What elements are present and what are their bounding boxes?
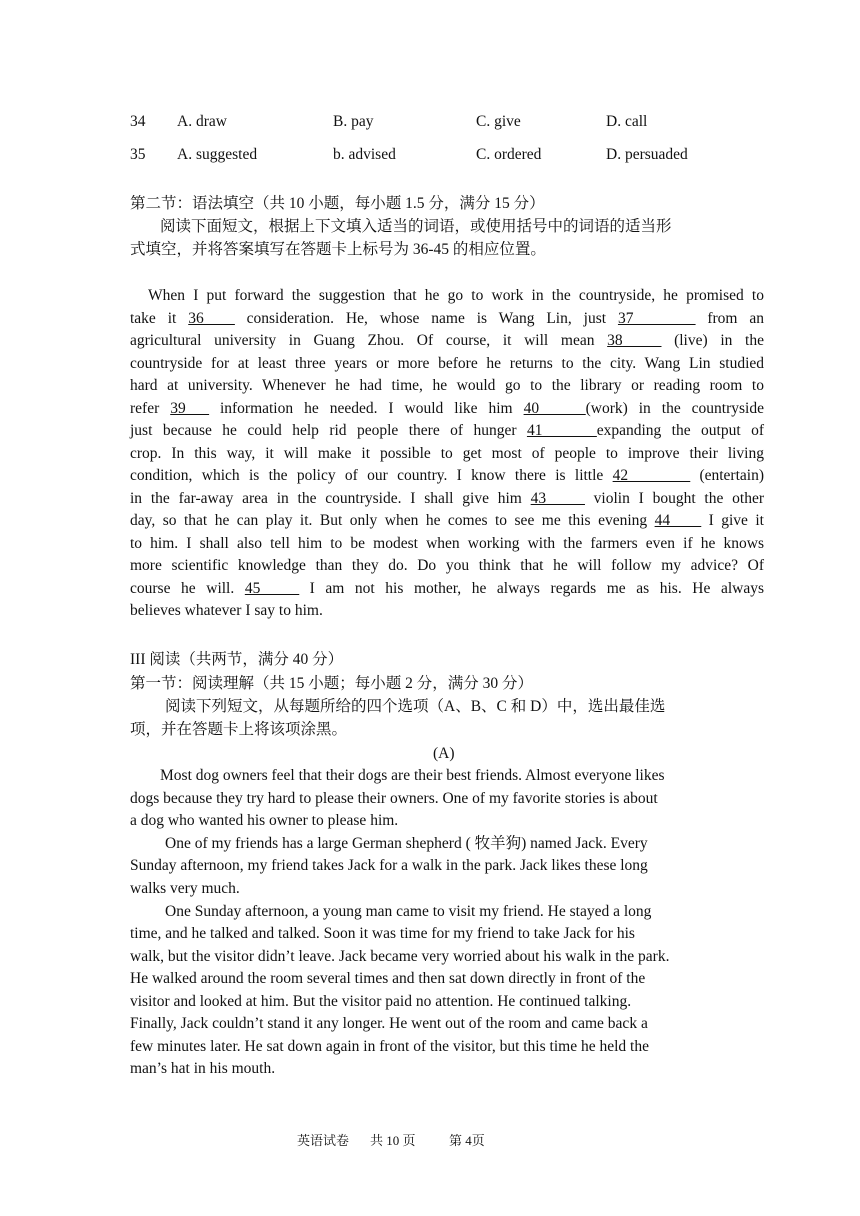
reading-line: He walked around the room several times and then sat down directly in front of the: [130, 970, 646, 987]
footer-subject: 英语试卷: [297, 1133, 350, 1148]
reading-line: Sunday afternoon, my friend takes Jack for a walk in the park. Jack likes these long: [130, 857, 648, 874]
passage-line: in the far-away area in the countryside. I shall give him 43_____ violin I bought the other: [130, 490, 765, 507]
blank-42[interactable]: 42________: [612, 467, 691, 484]
passage-line: just because he could help rid people there of hunger 41_______expanding the output of: [130, 422, 764, 439]
section-instructions: 阅读下面短文，根据上下文填入适当的词语，或使用括号中的词语的适当形: [160, 218, 672, 235]
reading-line: walks very much.: [130, 880, 240, 897]
passage-line: crop. In this way, it will make it possible to get most of people to improve their living: [130, 445, 764, 462]
passage-line: condition, which is the policy of our country. I know there is little 42________ (entertain): [130, 467, 764, 484]
section-subheading: 第一节：阅读理解（共 15 小题；每小题 2 分，满分 30 分）: [130, 675, 534, 692]
reading-line: walk, but the visitor didn’t leave. Jack became very worried about his walk in the park.: [130, 948, 670, 965]
option-row-34: [130, 111, 770, 133]
blank-41[interactable]: 41_______: [526, 422, 597, 439]
passage-line: When I put forward the suggestion that he go to work in the countryside, he promised to: [148, 287, 764, 304]
passage-line: countryside for at least three years or more before he returns to the city. Wang Lin studied: [130, 355, 764, 372]
option-b: B. pay: [333, 113, 374, 130]
passage-line: day, so that he can play it. But only when he comes to see me this evening 44____ I give it: [130, 512, 764, 529]
blank-40[interactable]: 40______: [523, 400, 586, 417]
blank-43[interactable]: 43_____: [530, 490, 585, 507]
section-instructions: 式填空，并将答案填写在答题卡上标号为 36-45 的相应位置。: [130, 241, 546, 258]
option-row-35: [130, 144, 770, 166]
section-instructions: 项，并在答题卡上将该项涂黑。: [130, 721, 348, 738]
reading-line: Finally, Jack couldn’t stand it any longer. He went out of the room and came back a: [130, 1015, 648, 1032]
option-a: A. draw: [177, 113, 227, 130]
passage-line: hard at university. Whenever he had time, he would go to the library or reading room to: [130, 377, 764, 394]
blank-38[interactable]: 38_____: [607, 332, 662, 349]
reading-line: visitor and looked at him. But the visitor paid no attention. He continued talking.: [130, 993, 632, 1010]
passage-line: to him. I shall also tell him to be modest when working with the farmers even if he knows: [130, 535, 764, 552]
reading-line: man’s hat in his mouth.: [130, 1060, 276, 1077]
blank-39[interactable]: 39___: [170, 400, 209, 417]
passage-line: believes whatever I say to him.: [130, 602, 323, 619]
footer-page-number: 第 4页: [449, 1133, 485, 1148]
question-number: 34: [130, 113, 146, 130]
passage-line: refer 39___ information he needed. I would like him 40______(work) in the countryside: [130, 400, 764, 417]
option-d: D. call: [606, 113, 648, 130]
reading-line: Most dog owners feel that their dogs are their best friends. Almost everyone likes: [160, 767, 665, 784]
reading-line: few minutes later. He sat down again in front of the visitor, but this time he held the: [130, 1038, 649, 1055]
blank-36[interactable]: 36____: [188, 310, 235, 327]
option-b: b. advised: [333, 146, 396, 163]
passage-label: (A): [433, 745, 455, 762]
option-c: C. give: [476, 113, 521, 130]
question-number: 35: [130, 146, 146, 163]
passage-line: course he will. 45_____ I am not his mother, he always regards me as his. He always: [130, 580, 764, 597]
blank-37[interactable]: 37________: [617, 310, 696, 327]
passage-line: more scientific knowledge than they do. Do you think that he will follow my advice? Of: [130, 557, 764, 574]
reading-line: One Sunday afternoon, a young man came to visit my friend. He stayed a long: [165, 903, 652, 920]
reading-line: dogs because they try hard to please their owners. One of my favorite stories is about: [130, 790, 658, 807]
passage-line: take it 36____ consideration. He, whose name is Wang Lin, just 37________ from an: [130, 310, 764, 327]
option-d: D. persuaded: [606, 146, 688, 163]
reading-line: One of my friends has a large German shepherd ( 牧羊狗) named Jack. Every: [165, 835, 648, 852]
blank-44[interactable]: 44____: [654, 512, 702, 529]
footer-total-pages: 共 10 页: [370, 1133, 416, 1148]
passage-line: agricultural university in Guang Zhou. Of course, it will mean 38_____ (live) in the: [130, 332, 764, 349]
option-a: A. suggested: [177, 146, 258, 163]
reading-line: a dog who wanted his owner to please him.: [130, 812, 399, 829]
section-instructions: 阅读下列短文，从每题所给的四个选项（A、B、C 和 D）中，选出最佳选: [165, 698, 666, 715]
blank-45[interactable]: 45_____: [244, 580, 300, 597]
reading-line: time, and he talked and talked. Soon it was time for my friend to take Jack for his: [130, 925, 635, 942]
option-c: C. ordered: [476, 146, 542, 163]
section-heading: III 阅读（共两节，满分 40 分）: [130, 651, 344, 668]
section-heading: 第二节：语法填空（共 10 小题，每小题 1.5 分，满分 15 分）: [130, 195, 545, 212]
